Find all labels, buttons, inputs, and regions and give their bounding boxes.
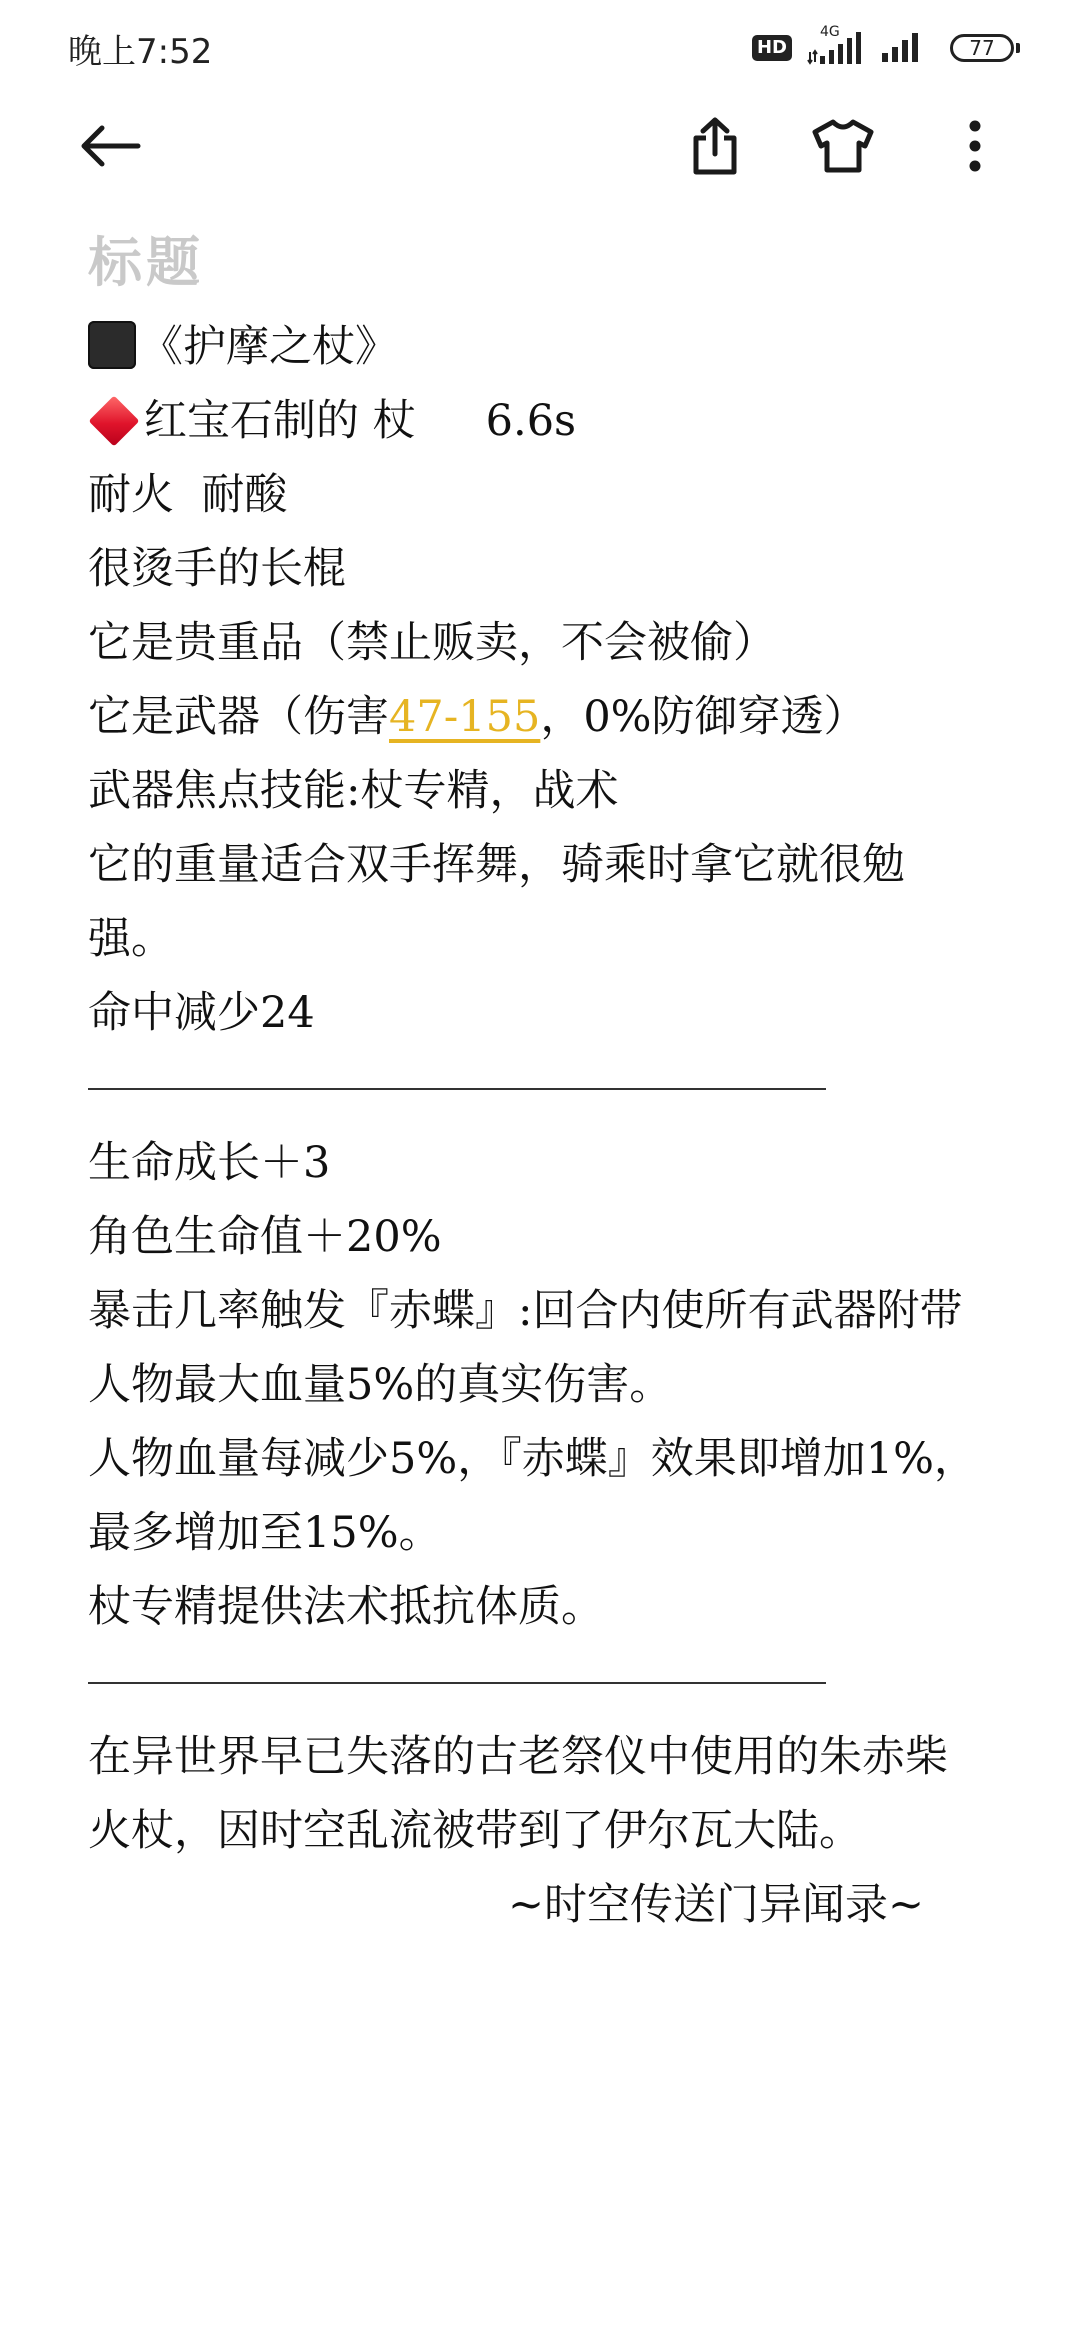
divider-1 <box>88 1088 826 1090</box>
signal-4g-icon <box>806 24 866 66</box>
divider-2 <box>88 1682 826 1684</box>
lore-line: 在异世界早已失落的古老祭仪中使用的朱赤柴火杖，因时空乱流被带到了伊尔瓦大陆。 <box>88 1732 948 1856</box>
theme-shirt-icon <box>811 118 875 174</box>
gem-line-value: 6.6s <box>485 396 577 446</box>
note-body-editor[interactable] <box>88 310 988 1942</box>
hp-pct-line: 角色生命值＋20% <box>88 1212 442 1262</box>
status-icons <box>752 24 1020 67</box>
desc-line: 很烫手的长棍 <box>88 544 346 594</box>
share-button[interactable] <box>680 111 750 181</box>
hp-growth-line: 生命成长＋3 <box>88 1138 331 1188</box>
status-bar <box>0 0 1080 96</box>
signal-icon <box>880 29 926 67</box>
crit-effect-line: 暴击几率触发『赤蝶』:回合内使所有武器附带人物最大血量5%的真实伤害。 <box>88 1286 963 1410</box>
note-toolbar <box>0 96 1080 196</box>
resist-line: 耐火 耐酸 <box>88 470 288 520</box>
hd-voice-icon: HD <box>752 35 792 61</box>
weight-line: 它的重量适合双手挥舞，骑乘时拿它就很勉强。 <box>88 840 905 964</box>
theme-button[interactable] <box>808 111 878 181</box>
back-arrow-icon <box>80 124 142 168</box>
weapon-suffix: ，0%防御穿透） <box>540 692 867 742</box>
accuracy-line: 命中减少24 <box>88 988 315 1038</box>
battery-tip <box>1016 43 1020 53</box>
gem-line-text: 红宝石制的 杖 <box>144 396 416 446</box>
weapon-line <box>88 680 988 754</box>
signature-line: ~时空传送门异闻录~ <box>507 1880 924 1930</box>
network-type-label: 4G <box>820 24 840 40</box>
item-name: 《护摩之杖》 <box>140 322 398 372</box>
battery-icon <box>950 34 1020 62</box>
black-square-icon <box>88 321 136 369</box>
note-title-input[interactable]: 标题 <box>88 230 204 294</box>
gem-line <box>88 384 988 458</box>
valuable-line: 它是贵重品（禁止贩卖，不会被偷） <box>88 618 776 668</box>
damage-link[interactable]: 47-155 <box>389 692 541 742</box>
scale-effect-line: 人物血量每减少5%，『赤蝶』效果即增加1%，最多增加至15%。 <box>88 1434 977 1558</box>
item-name-line <box>88 310 988 384</box>
more-vertical-icon <box>967 119 983 173</box>
resist-effect-line: 杖专精提供法术抵抗体质。 <box>88 1582 604 1632</box>
share-icon <box>688 116 742 176</box>
status-time: 晚上7:52 <box>68 31 213 72</box>
focus-skill-line: 武器焦点技能:杖专精，战术 <box>88 766 619 816</box>
weapon-prefix: 它是武器（伤害 <box>88 692 389 742</box>
battery-level: 77 <box>950 34 1014 62</box>
red-diamond-icon <box>89 396 140 447</box>
back-button[interactable] <box>76 111 146 181</box>
more-options-button[interactable] <box>940 111 1010 181</box>
